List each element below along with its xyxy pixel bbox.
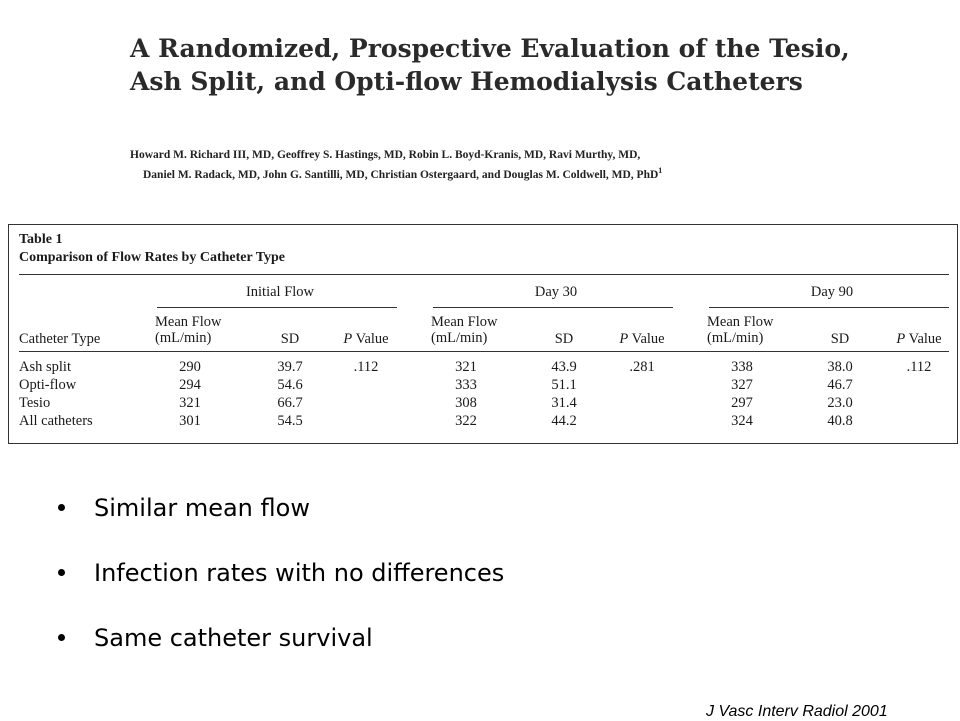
mean-flow-line2: (mL/min) bbox=[431, 330, 488, 346]
col-header-p-initial bbox=[335, 331, 397, 347]
cell-day30-sd: 44.2 bbox=[551, 413, 577, 429]
cell-day90-mean: 297 bbox=[731, 395, 753, 411]
cell-initial-sd: 39.7 bbox=[277, 359, 303, 375]
authors-line-1: Howard M. Richard III, MD, Geoffrey S. Hastings, MD, Robin L. Boyd-Kranis, MD, Ravi Murthy, MD, bbox=[130, 149, 641, 161]
cell-day90-mean: 327 bbox=[731, 377, 753, 393]
mean-flow-line2: (mL/min) bbox=[155, 330, 212, 346]
cell-initial-p: .112 bbox=[353, 359, 379, 375]
bullet-text: Same catheter survival bbox=[94, 624, 373, 652]
cell-initial-mean: 294 bbox=[179, 377, 201, 393]
bullet-text: Similar mean flow bbox=[94, 494, 310, 522]
col-header-p-day30 bbox=[611, 331, 673, 347]
group-rule-day30 bbox=[433, 307, 673, 308]
group-header-initial: Initial Flow bbox=[245, 284, 315, 300]
col-header-sd-day30: SD bbox=[554, 331, 574, 347]
flow-rate-table bbox=[8, 224, 958, 444]
row-label: Ash split bbox=[19, 359, 71, 375]
p-word: Value bbox=[628, 331, 665, 347]
p-italic: P bbox=[896, 331, 906, 347]
col-header-mean-flow-initial bbox=[155, 314, 221, 346]
p-italic: P bbox=[343, 331, 353, 347]
table-top-rule bbox=[19, 274, 949, 275]
cell-day30-sd: 31.4 bbox=[551, 395, 577, 411]
bullet-list bbox=[58, 494, 504, 689]
cell-day90-sd: 23.0 bbox=[827, 395, 853, 411]
cell-initial-sd: 54.5 bbox=[277, 413, 303, 429]
col-header-sd-day90: SD bbox=[830, 331, 850, 347]
cell-day90-mean: 324 bbox=[731, 413, 753, 429]
row-label: All catheters bbox=[19, 413, 93, 429]
bullet-dot-icon bbox=[58, 634, 65, 641]
authors-line-2-text: Daniel M. Radack, MD, John G. Santilli, MD, Christian Ostergaard, and Douglas M. Coldwell, MD, PhD bbox=[143, 168, 659, 181]
article-title: A Randomized, Prospective Evaluation of the Tesio, Ash Split, and Opti-flow Hemodialysis Catheters bbox=[130, 34, 850, 96]
authors-superscript: 1 bbox=[658, 166, 663, 175]
col-header-catheter-type: Catheter Type bbox=[19, 331, 101, 347]
bullet-item bbox=[58, 559, 504, 624]
p-word: Value bbox=[905, 331, 942, 347]
col-header-sd-initial: SD bbox=[280, 331, 300, 347]
cell-initial-mean: 290 bbox=[179, 359, 201, 375]
bullet-item bbox=[58, 624, 504, 689]
group-header-day90: Day 90 bbox=[810, 284, 854, 300]
cell-day90-sd: 38.0 bbox=[827, 359, 853, 375]
cell-day30-mean: 321 bbox=[455, 359, 477, 375]
cell-day30-sd: 43.9 bbox=[551, 359, 577, 375]
cell-day30-p: .281 bbox=[629, 359, 655, 375]
journal-citation: J Vasc Interv Radiol 2001 bbox=[706, 703, 888, 720]
p-word: Value bbox=[352, 331, 389, 347]
bullet-dot-icon bbox=[58, 504, 65, 511]
cell-initial-sd: 66.7 bbox=[277, 395, 303, 411]
mean-flow-line1: Mean Flow bbox=[431, 314, 498, 330]
bullet-item bbox=[58, 494, 504, 559]
cell-day30-mean: 308 bbox=[455, 395, 477, 411]
cell-initial-mean: 321 bbox=[179, 395, 201, 411]
cell-day90-mean: 338 bbox=[731, 359, 753, 375]
header-bottom-rule bbox=[19, 351, 949, 352]
col-header-mean-flow-day90 bbox=[707, 314, 773, 346]
col-header-mean-flow-day30 bbox=[431, 314, 497, 346]
article-authors bbox=[130, 148, 830, 183]
bullet-text: Infection rates with no differences bbox=[94, 559, 505, 587]
row-label: Opti-flow bbox=[19, 377, 77, 393]
cell-day90-sd: 46.7 bbox=[827, 377, 853, 393]
cell-day90-sd: 40.8 bbox=[827, 413, 853, 429]
row-label: Tesio bbox=[19, 395, 51, 411]
table-caption: Comparison of Flow Rates by Catheter Type bbox=[19, 250, 285, 265]
group-rule-day90 bbox=[709, 307, 949, 308]
cell-day30-mean: 333 bbox=[455, 377, 477, 393]
table-row bbox=[9, 377, 957, 395]
table-row bbox=[9, 359, 957, 377]
cell-initial-mean: 301 bbox=[179, 413, 201, 429]
cell-day30-sd: 51.1 bbox=[551, 377, 577, 393]
cell-day90-p: .112 bbox=[906, 359, 932, 375]
cell-initial-sd: 54.6 bbox=[277, 377, 303, 393]
mean-flow-line1: Mean Flow bbox=[707, 314, 774, 330]
cell-day30-mean: 322 bbox=[455, 413, 477, 429]
p-italic: P bbox=[619, 331, 629, 347]
mean-flow-line2: (mL/min) bbox=[707, 330, 764, 346]
table-row bbox=[9, 413, 957, 431]
authors-line-2 bbox=[130, 163, 830, 183]
bullet-dot-icon bbox=[58, 569, 65, 576]
group-rule-initial bbox=[157, 307, 397, 308]
group-header-day30: Day 30 bbox=[534, 284, 578, 300]
table-row bbox=[9, 395, 957, 413]
table-label: Table 1 bbox=[19, 232, 63, 247]
col-header-p-day90 bbox=[887, 331, 951, 347]
mean-flow-line1: Mean Flow bbox=[155, 314, 222, 330]
